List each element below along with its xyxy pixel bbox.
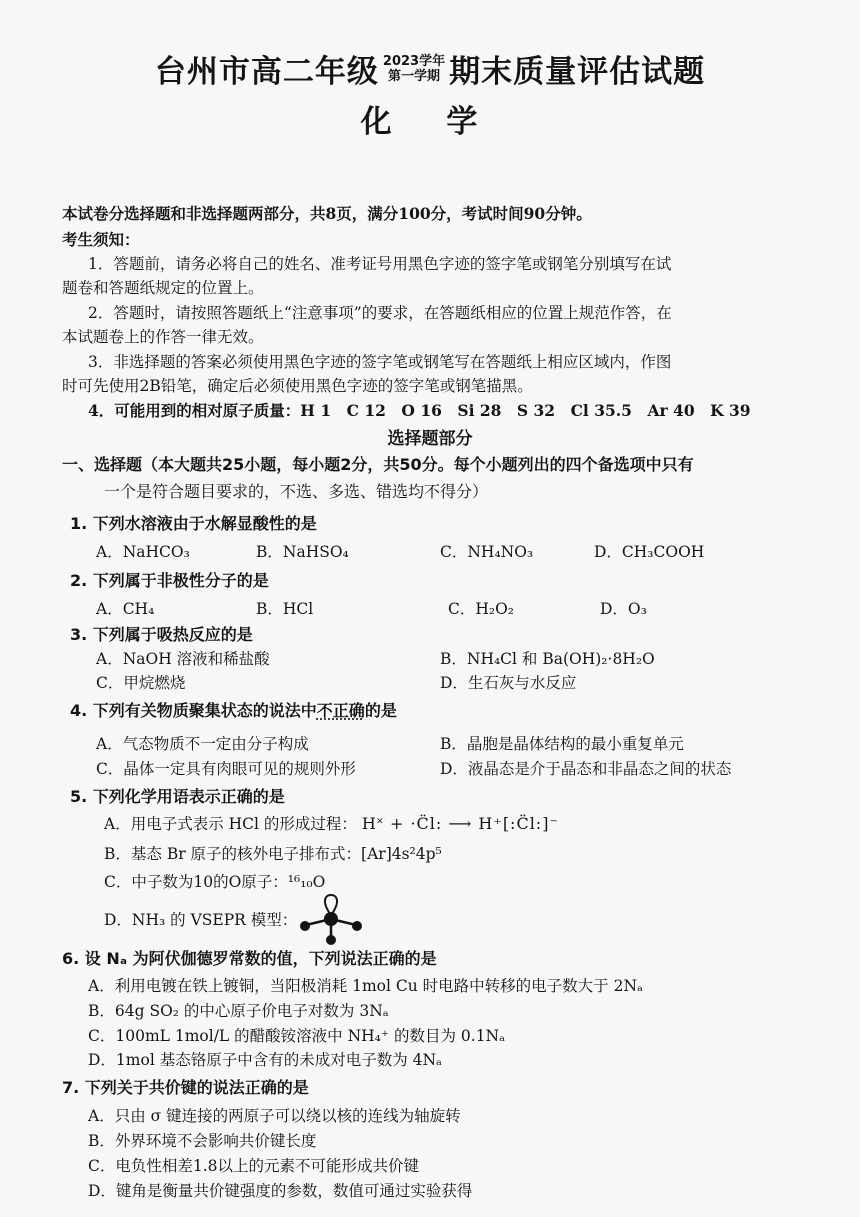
year-top: 2023学年 — [382, 53, 446, 69]
section-title: 选择题部分 — [387, 429, 473, 449]
q1-option-a: A．NaHCO₃ — [96, 543, 190, 561]
intro-line: 本试卷分选择题和非选择题两部分，共8页，满分100分，考试时间90分钟。 — [62, 204, 592, 223]
q3-stem: 3. 下列属于吸热反应的是 — [70, 625, 253, 644]
q3-option-b: B．NH₄Cl 和 Ba(OH)₂·8H₂O — [440, 650, 655, 668]
notice-3b: 时可先使用2B铅笔，确定后必须使用黑色字迹的签字笔或钢笔描黑。 — [62, 377, 533, 395]
q4-option-c: C．晶体一定具有肉眼可见的规则外形 — [96, 760, 356, 778]
q5-option-c: C．中子数为10的O原子：¹⁶₁₀O — [104, 873, 326, 891]
q6-option-b: B．64g SO₂ 的中心原子价电子对数为 3Nₐ — [88, 1002, 389, 1020]
q6-option-d: D．1mol 基态铬原子中含有的未成对电子数为 4Nₐ — [88, 1051, 443, 1069]
q6-stem: 6. 设 Nₐ 为阿伏伽德罗常数的值，下列说法正确的是 — [62, 949, 437, 968]
q7-stem: 7. 下列关于共价键的说法正确的是 — [62, 1078, 309, 1097]
q2-option-a: A．CH₄ — [96, 600, 155, 618]
notice-2b: 本试题卷上的作答一律无效。 — [62, 328, 264, 346]
q4-option-d: D．液晶态是介于晶态和非晶态之间的状态 — [440, 760, 732, 778]
q7-option-d: D．键角是衡量共价键强度的参数，数值可通过实验获得 — [88, 1182, 473, 1200]
q4-stem — [70, 698, 397, 721]
part-1-note: 一个是符合题目要求的，不选、多选、错选均不得分） — [104, 482, 489, 501]
q2-option-b: B．HCl — [256, 600, 314, 618]
part-1-heading: 一、选择题（本大题共25小题，每小题2分，共50分。每个小题列出的四个备选项中只有 — [62, 455, 694, 474]
term-label — [383, 54, 445, 84]
vsepr-model-icon — [296, 893, 366, 945]
notice-4: 4．可能用到的相对原子质量：H 1 C 12 O 16 Si 28 S 32 Cl 35.5 Ar 40 K 39 — [88, 401, 751, 420]
q1-option-d: D．CH₃COOH — [594, 543, 705, 561]
q5-option-b: B．基态 Br 原子的核外电子排布式：[Ar]4s²4p⁵ — [104, 845, 442, 863]
notice-2a: 2．答题时，请按照答题纸上“注意事项”的要求，在答题纸相应的位置上规范作答，在 — [88, 304, 672, 322]
notice-heading: 考生须知： — [62, 230, 140, 249]
q7-option-a: A．只由 σ 键连接的两原子可以绕以核的连线为轴旋转 — [88, 1107, 461, 1125]
q4-stem-emphasis: 不正确 — [316, 701, 365, 720]
q4-option-a: A．气态物质不一定由分子构成 — [96, 735, 309, 753]
q5-option-d: D．NH₃ 的 VSEPR 模型： — [104, 911, 298, 929]
q7-option-c: C．电负性相差1.8以上的元素不可能形成共价键 — [88, 1157, 420, 1175]
q4-option-b: B．晶胞是晶体结构的最小重复单元 — [440, 735, 684, 753]
q4-stem-pre: 4. 下列有关物质聚集状态的说法中 — [70, 701, 317, 720]
q4-stem-post: 的是 — [364, 701, 397, 720]
q2-option-c: C．H₂O₂ — [448, 600, 515, 618]
subject-title: 化 学 — [360, 104, 500, 140]
q5-option-a — [104, 812, 559, 834]
notice-1b: 题卷和答题纸规定的位置上。 — [62, 279, 264, 297]
q3-option-d: D．生石灰与水反应 — [440, 674, 577, 692]
notice-1a: 1．答题前，请务必将自己的姓名、准考证号用黑色字迹的签字笔或钢笔分别填写在试 — [88, 255, 672, 273]
exam-title — [0, 46, 860, 91]
q1-option-b: B．NaHSO₄ — [256, 543, 349, 561]
q1-stem: 1. 下列水溶液由于水解显酸性的是 — [70, 514, 317, 533]
q7-option-b: B．外界环境不会影响共价键长度 — [88, 1132, 317, 1150]
title-right: 期末质量评估试题 — [449, 54, 706, 90]
q6-option-c: C．100mL 1mol/L 的醋酸铵溶液中 NH₄⁺ 的数目为 0.1Nₐ — [88, 1027, 506, 1045]
title-left: 台州市高二年级 — [154, 54, 379, 90]
hcl-electron-formula: H˟ + ·C̈l: ⟶ H⁺[:C̈l:]⁻ — [361, 814, 559, 833]
q2-stem: 2. 下列属于非极性分子的是 — [70, 571, 269, 590]
q1-option-c: C．NH₄NO₃ — [440, 543, 534, 561]
q6-option-a: A．利用电镀在铁上镀铜，当阳极消耗 1mol Cu 时电路中转移的电子数大于 2Nₐ — [88, 977, 643, 995]
q3-option-c: C．甲烷燃烧 — [96, 674, 186, 692]
q5-option-a-text: A．用电子式表示 HCl 的形成过程： — [104, 815, 357, 833]
notice-3a: 3．非选择题的答案必须使用黑色字迹的签字笔或钢笔写在答题纸上相应区域内，作图 — [88, 353, 672, 371]
q2-option-d: D．O₃ — [600, 600, 647, 618]
q5-stem: 5. 下列化学用语表示正确的是 — [70, 787, 285, 806]
q3-option-a: A．NaOH 溶液和稀盐酸 — [96, 650, 270, 668]
year-bottom: 第一学期 — [387, 68, 440, 84]
